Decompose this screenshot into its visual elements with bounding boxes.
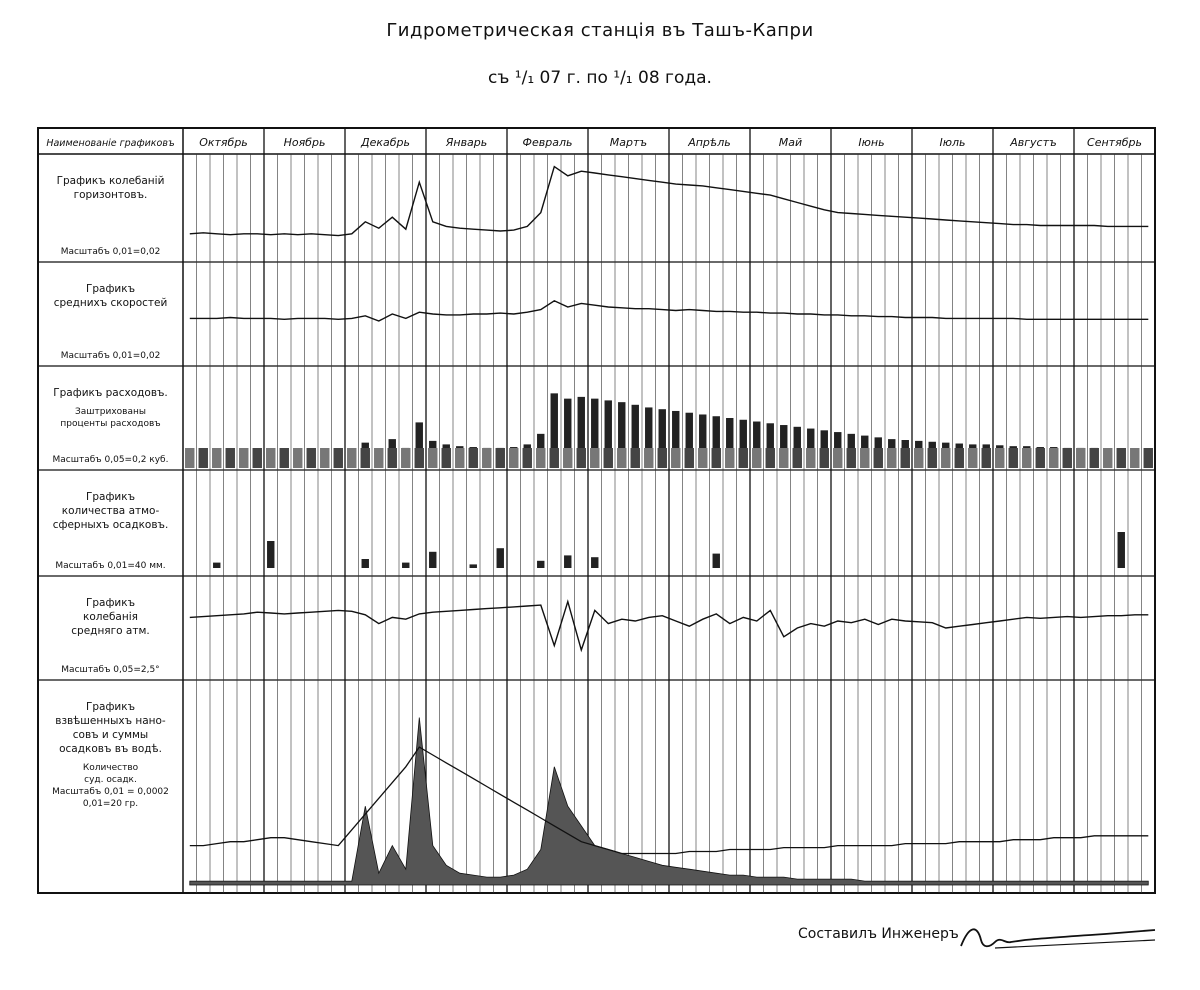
baseline-hatch — [1049, 448, 1058, 468]
header-label: Наименованіе графиковъ — [46, 138, 175, 149]
engineer-signature — [955, 918, 1165, 958]
panel-sublabel: Масштабъ 0,01 = 0,0002 — [52, 787, 169, 797]
baseline-hatch — [712, 448, 721, 468]
baseline-hatch — [928, 448, 937, 468]
month-label: Апрѣль — [688, 136, 731, 149]
baseline-hatch — [1130, 448, 1139, 468]
panel-label: совъ и суммы — [72, 729, 149, 741]
baseline-hatch — [185, 448, 194, 468]
baseline-hatch — [901, 448, 910, 468]
baseline-hatch — [874, 448, 883, 468]
panel-label: средняго атм. — [71, 625, 150, 637]
chart-subtitle: съ ¹/₁ 07 г. по ¹/₁ 08 года. — [488, 68, 712, 88]
baseline-hatch — [1076, 448, 1085, 468]
panel-scale-label: Масштабъ 0,05=0,2 куб. — [52, 455, 169, 465]
panel-scale-label: Масштабъ 0,05=2,5° — [61, 665, 160, 675]
baseline-hatch — [266, 448, 275, 468]
baseline-hatch — [914, 448, 923, 468]
bar-precipitation — [713, 554, 720, 568]
panel-label: горизонтовъ. — [73, 189, 148, 201]
baseline-hatch — [212, 448, 221, 468]
baseline-hatch — [361, 448, 370, 468]
bar-precipitation — [213, 563, 220, 568]
baseline-hatch — [982, 448, 991, 468]
baseline-hatch — [563, 448, 572, 468]
month-label: Іюль — [939, 136, 966, 149]
baseline-hatch — [1009, 448, 1018, 468]
baseline-hatch — [995, 448, 1004, 468]
panel-label: Графикъ — [85, 283, 136, 295]
month-label: Сентябрь — [1087, 136, 1142, 149]
month-label: Августъ — [1010, 136, 1057, 149]
bar-precipitation — [497, 548, 504, 568]
month-label: Февраль — [522, 136, 573, 149]
month-label: Декабрь — [361, 136, 410, 149]
baseline-hatch — [550, 448, 559, 468]
baseline-hatch — [617, 448, 626, 468]
month-label: Ноябрь — [283, 136, 326, 149]
baseline-hatch — [671, 448, 680, 468]
baseline-hatch — [280, 448, 289, 468]
panel-label: взвѣшенныхъ нано- — [55, 715, 166, 727]
baseline-hatch — [860, 448, 869, 468]
baseline-hatch — [401, 448, 410, 468]
panel-label: Графикъ колебаній — [56, 175, 165, 187]
bar-precipitation — [429, 552, 436, 568]
baseline-hatch — [577, 448, 586, 468]
baseline-hatch — [793, 448, 802, 468]
baseline-hatch — [307, 448, 316, 468]
baseline-hatch — [941, 448, 950, 468]
grid-layer — [38, 128, 1155, 893]
bar-precipitation — [591, 557, 598, 568]
baseline-hatch — [482, 448, 491, 468]
panel-sublabel: проценты расходовъ — [60, 419, 161, 429]
compiled-by-label: Составилъ Инженеръ — [798, 926, 959, 942]
baseline-hatch — [820, 448, 829, 468]
baseline-hatch — [1103, 448, 1112, 468]
baseline-hatch — [428, 448, 437, 468]
bar-precipitation — [267, 541, 274, 568]
baseline-hatch — [658, 448, 667, 468]
bar-precipitation — [537, 561, 544, 568]
baseline-hatch — [1090, 448, 1099, 468]
panel-sublabel: 0,01=20 гр. — [82, 799, 139, 809]
baseline-hatch — [1117, 448, 1126, 468]
panel-scale-label: Масштабъ 0,01=0,02 — [60, 351, 161, 361]
baseline-hatch — [631, 448, 640, 468]
panel-label: количества атмо- — [61, 505, 160, 517]
baseline-hatch — [374, 448, 383, 468]
bar-precipitation — [470, 564, 477, 568]
baseline-hatch — [752, 448, 761, 468]
baseline-hatch — [509, 448, 518, 468]
panel-scale-label: Масштабъ 0,01=40 мм. — [55, 561, 166, 571]
baseline-hatch — [293, 448, 302, 468]
panel-label: Графикъ — [85, 491, 136, 503]
month-label: Май — [778, 136, 803, 149]
panel-label: Графикъ — [85, 597, 136, 609]
baseline-hatch — [1144, 448, 1153, 468]
panel-label: сферныхъ осадковъ. — [52, 519, 169, 531]
month-label: Мартъ — [609, 136, 648, 149]
bar-precipitation — [1118, 532, 1125, 568]
bar-precipitation — [402, 563, 409, 568]
baseline-hatch — [347, 448, 356, 468]
baseline-hatch — [1022, 448, 1031, 468]
baseline-hatch — [604, 448, 613, 468]
baseline-hatch — [253, 448, 262, 468]
chart-frame — [38, 128, 1155, 893]
baseline-hatch — [334, 448, 343, 468]
panel-label: среднихъ скоростей — [53, 297, 168, 309]
month-label: Январь — [445, 136, 488, 149]
panel-sublabel: Количество — [82, 763, 139, 773]
panel-label: Графикъ — [85, 701, 136, 713]
baseline-hatch — [1063, 448, 1072, 468]
baseline-hatch — [536, 448, 545, 468]
month-label: Октябрь — [199, 136, 248, 149]
baseline-hatch — [685, 448, 694, 468]
month-label: Іюнь — [858, 136, 885, 149]
baseline-hatch — [388, 448, 397, 468]
baseline-hatch — [725, 448, 734, 468]
baseline-hatch — [847, 448, 856, 468]
baseline-hatch — [455, 448, 464, 468]
baseline-hatch — [955, 448, 964, 468]
baseline-hatch — [226, 448, 235, 468]
baseline-hatch — [496, 448, 505, 468]
baseline-hatch — [469, 448, 478, 468]
baseline-hatch — [239, 448, 248, 468]
bar-precipitation — [362, 559, 369, 568]
baseline-hatch — [779, 448, 788, 468]
baseline-hatch — [590, 448, 599, 468]
panel-label: Графикъ расходовъ. — [53, 387, 168, 399]
baseline-hatch — [887, 448, 896, 468]
panel-sublabel: суд. осадк. — [84, 775, 137, 785]
baseline-hatch — [766, 448, 775, 468]
baseline-hatch — [415, 448, 424, 468]
baseline-hatch — [442, 448, 451, 468]
baseline-hatch — [833, 448, 842, 468]
baseline-hatch — [1036, 448, 1045, 468]
panel-label: колебанія — [83, 611, 138, 623]
label-layer — [46, 136, 1142, 809]
baseline-hatch — [806, 448, 815, 468]
panel-label: осадковъ въ водѣ. — [59, 743, 162, 755]
bar-precipitation — [564, 555, 571, 568]
baseline-hatch — [739, 448, 748, 468]
baseline-hatch — [199, 448, 208, 468]
baseline-hatch — [968, 448, 977, 468]
baseline-hatch — [523, 448, 532, 468]
panel-sublabel: Заштрихованы — [75, 407, 146, 417]
baseline-hatch — [644, 448, 653, 468]
panel-scale-label: Масштабъ 0,01=0,02 — [60, 247, 161, 257]
chart-title: Гидрометрическая станція въ Ташъ-Капри — [386, 20, 814, 41]
baseline-hatch — [698, 448, 707, 468]
baseline-hatch — [320, 448, 329, 468]
